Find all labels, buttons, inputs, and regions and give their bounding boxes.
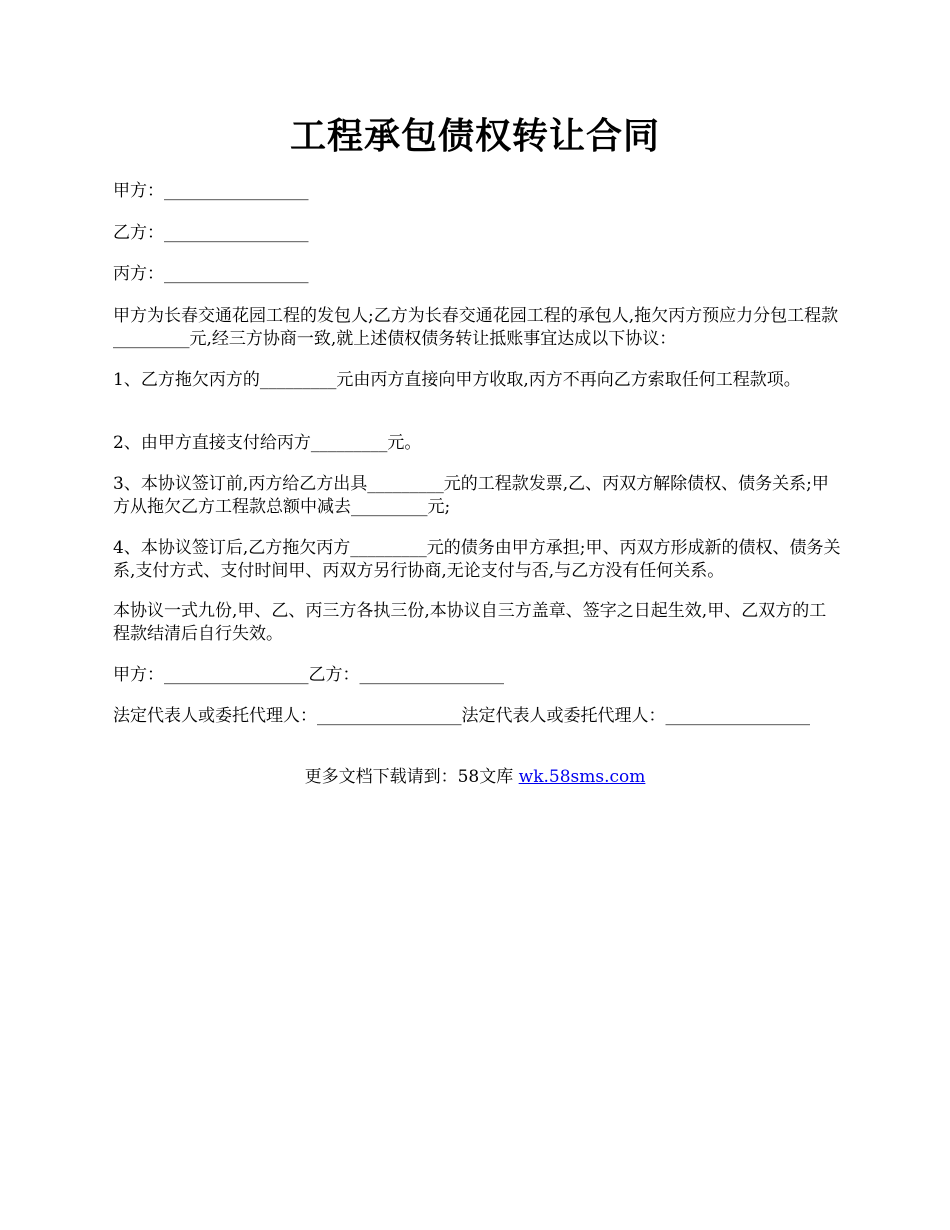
clause-3: 3、本协议签订前,丙方给乙方出具_________元的工程款发票,乙、丙双方解除债权、债务关系;甲方从拖欠乙方工程款总额中减去_________元; <box>113 474 829 517</box>
intro-paragraph: 甲方为长春交通花园工程的发包人;乙方为长春交通花园工程的承包人,拖欠丙方预应力分包工程款_________元,经三方协商一致,就上述债权债务转让抵账事宜达成以下协议： <box>113 306 839 349</box>
representative-line: 法定代表人或委托代理人：_________________法定代表人或委托代理人：_________________ <box>113 706 810 726</box>
footer-link[interactable]: wk.58sms.com <box>518 767 646 787</box>
document-title: 工程承包债权转让合同 <box>289 115 660 157</box>
footer-text: 更多文档下载请到：58文库 <box>304 767 519 787</box>
party-c-line: 丙方：_________________ <box>113 264 309 284</box>
party-a-line: 甲方：_________________ <box>113 181 309 201</box>
clause-4: 4、本协议签订后,乙方拖欠丙方_________元的债务由甲方承担;甲、丙双方形成新的债权、债务关系,支付方式、支付时间甲、丙双方另行协商,无论支付与否,与乙方没有任何关系。 <box>113 538 841 581</box>
signature-line: 甲方：_________________乙方：_________________ <box>113 665 504 685</box>
clause-1: 1、乙方拖欠丙方的_________元由丙方直接向甲方收取,丙方不再向乙方索取任何工程款项。 <box>113 370 801 390</box>
closing-paragraph: 本协议一式九份,甲、乙、丙三方各执三份,本协议自三方盖章、签字之日起生效,甲、乙双方的工程款结清后自行失效。 <box>113 601 827 644</box>
party-b-line: 乙方：_________________ <box>113 223 309 243</box>
clause-2: 2、由甲方直接支付给丙方_________元。 <box>113 433 422 453</box>
footer <box>0 766 950 789</box>
